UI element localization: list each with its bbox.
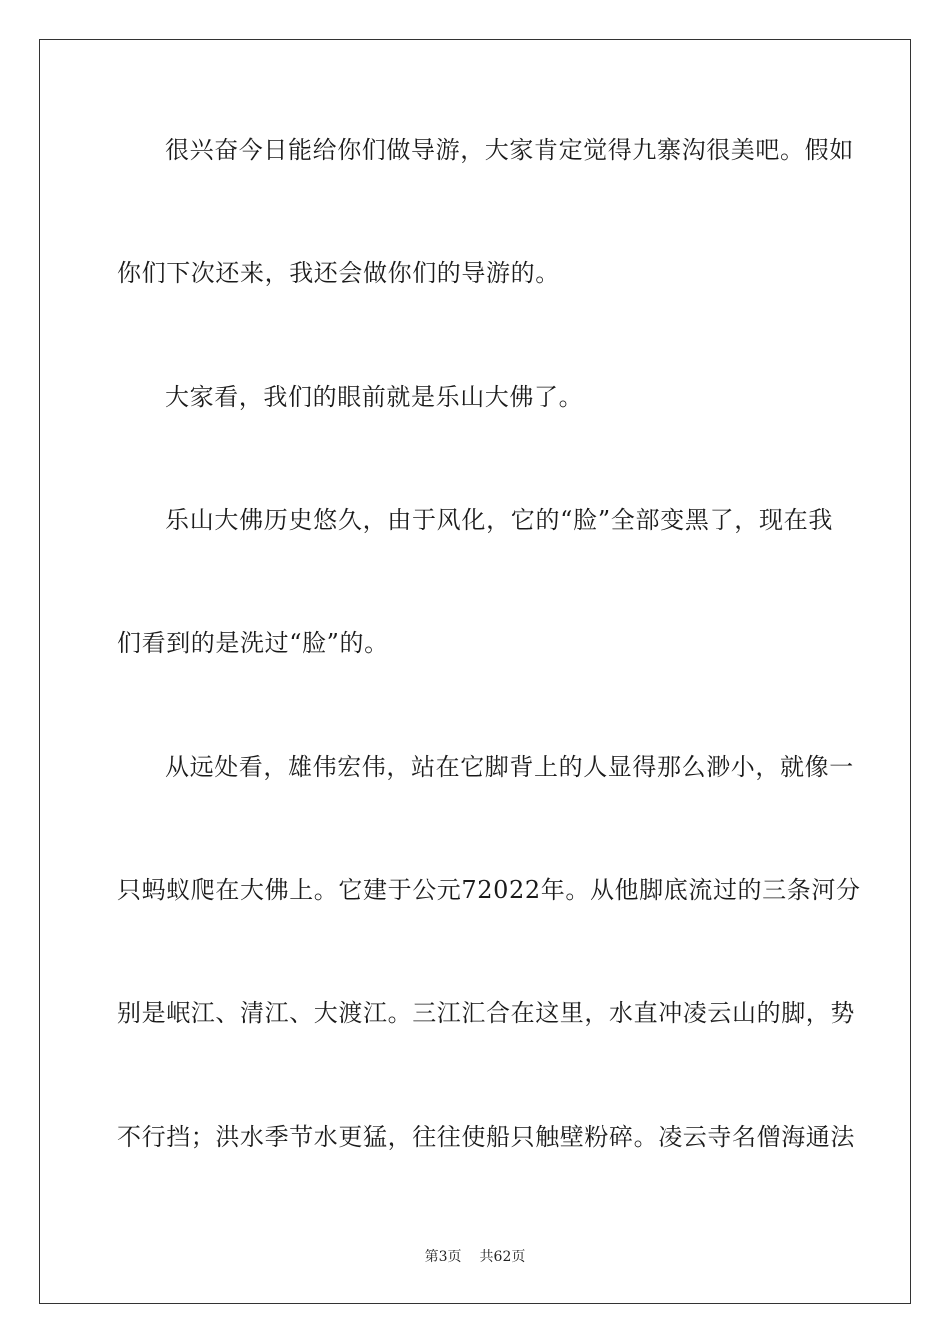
paragraph-4-line-4: 不行挡；洪水季节水更猛，往往使船只触壁粉碎。凌云寺名僧海通法: [117, 1123, 855, 1151]
paragraph-4-line-2: 只蚂蚁爬在大佛上。它建于公元72022年。从他脚底流过的三条河分: [117, 876, 861, 904]
page-number: 第3页: [424, 1249, 462, 1265]
paragraph-1-line-2: 你们下次还来，我还会做你们的导游的。: [117, 259, 560, 287]
paragraph-2-line-1: 大家看，我们的眼前就是乐山大佛了。: [165, 383, 584, 411]
paragraph-1-line-1: 很兴奋今日能给你们做导游，大家肯定觉得九寨沟很美吧。假如: [165, 136, 854, 164]
page-footer: [0, 1248, 950, 1266]
paragraph-3-line-2: 们看到的是洗过“脸”的。: [117, 629, 389, 657]
paragraph-4-line-3: 别是岷江、清江、大渡江。三江汇合在这里，水直冲凌云山的脚，势: [117, 999, 855, 1027]
paragraph-3-line-1: 乐山大佛历史悠久，由于风化，它的“脸”全部变黑了，现在我: [165, 506, 833, 534]
page-total: 共62页: [479, 1249, 526, 1265]
page-border: [39, 39, 911, 1304]
paragraph-4-line-1: 从远处看，雄伟宏伟，站在它脚背上的人显得那么渺小，就像一: [165, 753, 854, 781]
